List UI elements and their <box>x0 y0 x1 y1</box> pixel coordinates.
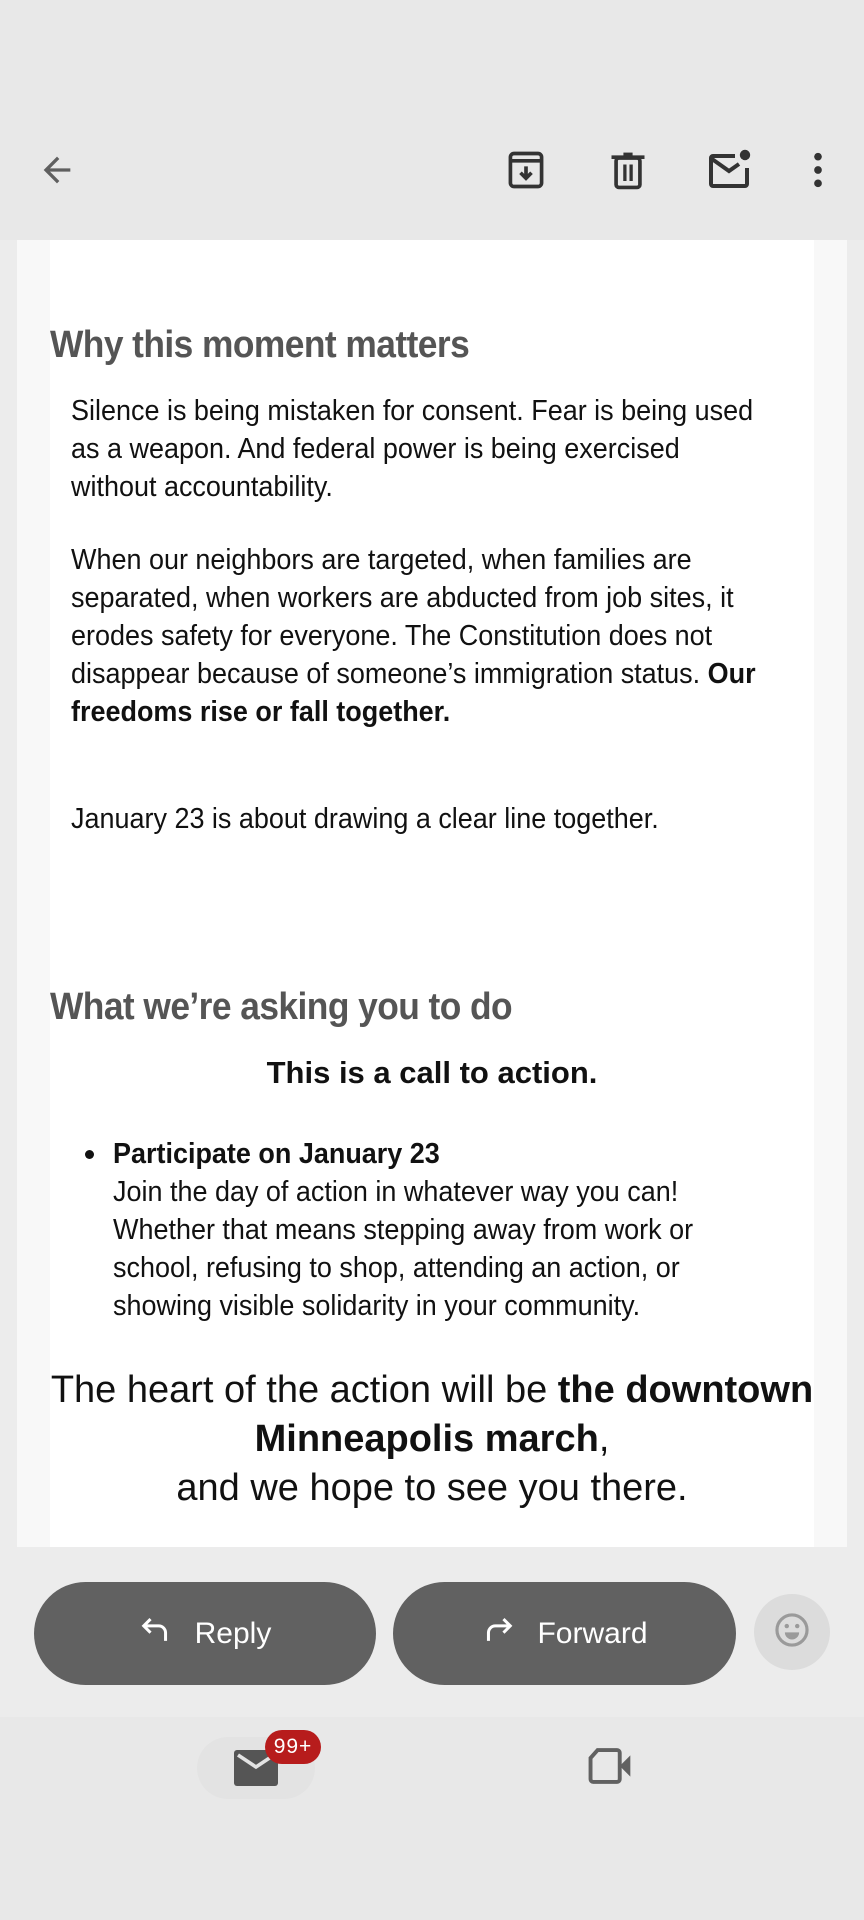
reply-label: Reply <box>194 1616 272 1650</box>
list-item-body: Join the day of action in whatever way you can! Whether that means stepping away from work or school, refusing to shop, attending an action, or showing visible solidarity in your community. <box>113 1176 694 1322</box>
list-item-content <box>113 1135 764 1325</box>
closing-line-2: and we hope to see you there. <box>176 1467 688 1509</box>
paragraph-neighbors-text: When our neighbors are targeted, when families are separated, when workers are abducted from job sites, it erodes safety for everyone. The Constitution does not disappear because of someone’s immigration status. <box>71 544 734 690</box>
video-camera-icon <box>587 1746 633 1791</box>
section-heading-why: Why this moment matters <box>50 324 470 366</box>
delete-button[interactable] <box>600 142 656 198</box>
back-button[interactable] <box>29 142 85 198</box>
list-item-title: Participate on January 23 <box>113 1138 440 1170</box>
arrow-back-icon <box>37 150 77 190</box>
emoji-reaction-icon <box>773 1611 811 1654</box>
mark-unread-icon <box>705 146 753 194</box>
archive-icon <box>504 148 548 192</box>
call-to-action-callout: This is a call to action. <box>266 1055 598 1090</box>
more-options-button[interactable] <box>790 142 846 198</box>
unread-count-badge: 99+ <box>265 1730 321 1764</box>
paragraph-neighbors <box>71 541 759 731</box>
trash-icon <box>606 148 650 192</box>
paragraph-january-23: January 23 is about drawing a clear line together. <box>71 803 659 835</box>
emoji-reaction-button[interactable] <box>754 1594 830 1670</box>
forward-label: Forward <box>537 1616 648 1650</box>
mark-unread-button[interactable] <box>701 142 757 198</box>
top-app-bar <box>0 0 864 240</box>
forward-icon <box>481 1615 537 1653</box>
paragraph-neighbors-emphasis: Our freedoms rise or fall together. <box>71 658 756 728</box>
closing-emphasis: the downtown Minneapolis march <box>254 1369 814 1460</box>
message-card <box>17 240 847 1547</box>
nav-meet-tab[interactable] <box>580 1743 640 1793</box>
forward-button[interactable] <box>393 1582 736 1685</box>
bullet-icon <box>85 1150 94 1159</box>
closing-text: The heart of the action will be <box>50 1369 558 1411</box>
bottom-navigation <box>0 1717 864 1920</box>
closing-statement <box>50 1366 814 1513</box>
archive-button[interactable] <box>498 142 554 198</box>
reply-button[interactable] <box>34 1582 376 1685</box>
more-vert-icon <box>798 148 838 192</box>
section-heading-asking: What we’re asking you to do <box>50 986 513 1028</box>
reply-icon <box>139 1615 195 1653</box>
email-body <box>50 240 814 1547</box>
message-scroll-area[interactable] <box>0 240 864 1717</box>
paragraph-silence: Silence is being mistaken for consent. Fear is being used as a weapon. And federal power is being exercised without accountability. <box>71 395 754 503</box>
closing-comma: , <box>598 1418 610 1460</box>
